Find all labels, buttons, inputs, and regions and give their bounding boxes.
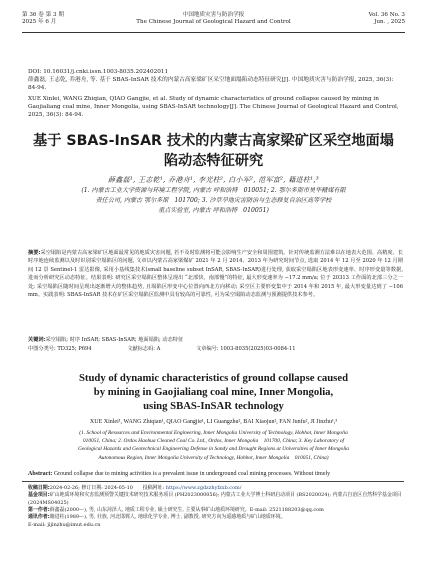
corresponding-email[interactable]: E-mail: jijinzhu@imut.edu.cn	[28, 521, 101, 528]
abstract-en-label: Abstract:	[28, 471, 53, 477]
running-header	[22, 12, 405, 34]
header-divider	[22, 32, 405, 33]
title-en	[30, 371, 397, 413]
abstract-cn-text: 采空塌陷是内蒙古高家梁矿区地面最常见的地质灾害问题, 若不及时监测将可能会影响生产安全和周围建筑。针对传统监测方法难以在地表大范围、高精度、长时序地连续监测以及时识别采空塌陷区的问题, 文章以内蒙古高家梁煤矿 2021 年 2 月 2014、2013 年为研究时间节点, 选取 2014 年 12 月至 2020 年 12 月期间 12 景 Sentinel-1 雷达影像, 采用小基线集技术(small baseline subset InSAR, SBAS-InSAR)进行处理, 获取采空塌陷区地表形变速率、时序形变量等数据, 进而分析研究区动态特征。结果表明: 研究区采空塌陷区整体呈现出 “北部快、南部慢”的特征, 最大形变速率为 −17.2 mm/a; 位于 20313 工作面的北部三分之一处; 采空塌陷区随时间呈现出逐渐增大的整体趋势, 且塌陷区形变中心位置向西北方向移动; 采空区主要形变集中于 2014 年和 2015 年, 最大形变量达到了 −106 mm。实践表明: SBAS-InSAR 技术在矿区采空塌陷区监测中具有较高的可靠性, 可为采空塌陷动态监测与预测提供技术参考。	[28, 250, 403, 299]
article-number: 文章编号: 1003-8035(2025)03-0084-11	[196, 346, 296, 352]
clc-number: 中图分类号: TD325; P694	[28, 346, 92, 352]
authors-en: XUE Xinlei¹, WANG Zhiqian¹, QIAO Gangjie¹, LI Guangzhu², BAI Xiaojun², FAN Junfu², JI Jinzhu¹,³	[89, 419, 338, 425]
keywords-cn	[28, 336, 403, 344]
doi: DOI: 10.16031/j.cnki.issn.1003-8035.202402011	[28, 69, 169, 75]
footnote-first-author: 第一作者:薛鑫磊(2000—), 男, 山东菏泽人, 地质工程专业, 硕士研究生, 主要从事矿山地质环境研究。E-mail: 2521188203@qq.com	[28, 507, 324, 513]
affiliation-line: Autonomous Region, Inner Mongolia University of Technology, Hohhot, Inner Mongolia 010051, China)	[98, 454, 329, 461]
abstract-en	[28, 470, 403, 478]
submission-url-link[interactable]: https://www.zgdzzhyfzxb.com/	[165, 485, 242, 491]
classification-line	[28, 345, 403, 353]
affiliation-line: (1. 内蒙古工业大学资源与环境工程学院, 内蒙古 呼和浩特 010051; 2. 鄂尔多斯市昊华精煤有限	[81, 187, 346, 194]
header-volume-cn: 第 36 卷 第 3 期 2025 年 6 月	[22, 12, 64, 25]
keywords-cn-text: 采空塌陷; 时序 InSAR; SBAS-InSAR; 地面塌陷; 动态特征	[45, 337, 184, 343]
footnote-received: 收稿日期:2024-02-26; 修订日期: 2024-05-10 投稿网址: https://www.zgdzzhyfzxb.com/	[28, 485, 242, 491]
citation-cn: 薛鑫磊, 王志乾, 乔港舟, 等. 基于 SBAS-InSAR 技术的内蒙古高家梁矿区采空地面塌陷动态特征研究[J]. 中国地质灾害与防治学报, 2025, 36(3): 84-94.	[28, 77, 394, 91]
affiliation-line: Geological Hazards and Geotechnical Engineering Defense in Sandy and Drought Regions at Universities of Inner Mongolia	[77, 446, 350, 453]
document-code: 文献标志码: A	[127, 346, 161, 352]
affiliation-line: 责任公司, 内蒙古 鄂尔多斯 101700; 3. 沙草旱地灾害防治与生态修复自治区高等学校	[95, 197, 332, 204]
affiliations-en	[30, 429, 397, 462]
abstract-cn-label: 摘要:	[28, 250, 41, 256]
citation-en: XUE Xinlei, WANG Zhiqian, QIAO Gangjie, et al. Study of dynamic characteristics of ground collapse caused by mining in Gaojialiang coal mine, Inner Mongolia, using SBAS-InSAR technology[J]. The Chinese Journal of Geological Hazard and Control, 2025, 36(3): 84-94.	[28, 96, 399, 118]
title-en-line: by mining in Gaojialiang coal mine, Inner Mongolia,	[93, 386, 334, 398]
authors-cn: 薛鑫磊¹, 王志乾¹, 乔港舟¹, 李光柱², 白小军², 范军富², 籍进柱¹,³	[108, 176, 319, 184]
affiliation-line: 010051, China; 2. Ordos Haohua Cleaned Coal Co. Ltd., Ordos, Inner Mongolia 101700, China; 3. Key Laboratory of	[82, 438, 345, 445]
footnote-fund: 基金项目:矿山地质环境和灾害监测预警关键技术研究技术服务项目 (PH2023000056); 内蒙古工业大学博士科研启动项目 (BS2020024); 内蒙古自治区自然科学基金项目 (2024MS04025)	[28, 492, 402, 506]
affiliations-cn	[48, 186, 379, 216]
header-volume-en: Vol. 36 No. 3 Jun. , 2025	[368, 12, 405, 25]
footnote-divider	[22, 481, 404, 482]
abstract-en-text: Ground collapse due to mining activities is a prevalent issue in underground coal mining processes. Without timely	[53, 471, 331, 477]
title-en-line: using SBAS-InSAR technology	[143, 400, 284, 412]
header-journal-name: 中国地质灾害与防治学报 The Chinese Journal of Geological Hazard and Control	[136, 12, 291, 25]
affiliation-line: (1. School of Resources and Environmental Engineering, Inner Mongolia University of Technology, Hohhot, Inner Mongolia	[79, 430, 348, 436]
title-cn: 基于 SBAS-InSAR 技术的内蒙古高家梁矿区采空地面塌陷动态特征研究	[33, 133, 394, 169]
footnote-corresponding-author: 通讯作者:籍进柱(1989—), 男, 壮族, 河北邯郸人, 地球化学专业, 博士, 副教授, 研究方向为遥感地质与矿山地质环境。 E-mail: jijinzhu@imut.edu.cn	[28, 514, 403, 529]
keywords-cn-label: 关键词:	[28, 337, 46, 343]
affiliation-line: 重点实验室, 内蒙古 呼和浩特 010051)	[158, 207, 269, 214]
title-en-line: Study of dynamic characteristics of ground collapse caused	[78, 372, 349, 384]
abstract-cn	[28, 249, 403, 299]
